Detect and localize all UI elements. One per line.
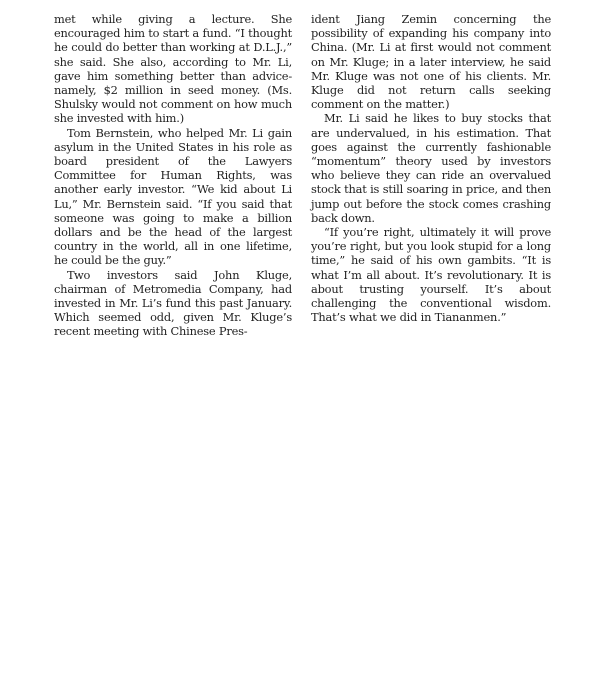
paragraph: ident Jiang Zemin concerning the possibility of expanding his company into China. (Mr. Li at first would not comment on Mr. Kluge; in a later interview, he said Mr. Kluge was not one of his clients. Mr. Kluge did not return calls seeking comment on the matter.) bbox=[311, 12, 551, 112]
paragraph: “If you’re right, ultimately it will prove you’re right, but you look stupid for a long time,” he said of his own gambits. “It is what I’m all about. It’s revolutionary. It is about trusting yourself. It’s about challenging the conventional wisdom. That’s what we did in Tiananmen.” bbox=[311, 225, 551, 325]
article-column-right bbox=[311, 12, 551, 324]
paragraph: Tom Bernstein, who helped Mr. Li gain asylum in the United States in his role as board president of the Lawyers Committee for Human Rights, was another early investor. “We kid about Li Lu,” Mr. Bernstein said. “If you said that someone was going to make a billion dollars and be the head of the largest country in the world, all in one lifetime, he could be the guy.” bbox=[54, 125, 292, 268]
article-column-left bbox=[54, 12, 292, 339]
paragraph: Two investors said John Kluge, chairman of Metromedia Company, had invested in Mr. Li’s fund this past January. Which seemed odd, given Mr. Kluge’s recent meeting with Chinese Pres- bbox=[54, 267, 292, 339]
paragraph: met while giving a lecture. She encouraged him to start a fund. “I thought he could do better than working at D.L.J.,” she said. She also, according to Mr. Li, gave him something better than advice-namely, $2 million in seed money. (Ms. Shulsky would not comment on how much she invested with him.) bbox=[54, 12, 292, 126]
paragraph: Mr. Li said he likes to buy stocks that are undervalued, in his estimation. That goes against the currently fashionable “momentum” theory used by investors who believe they can ride an overvalued stock that is still soaring in price, and then jump out before the stock comes crashing back down. bbox=[311, 111, 551, 225]
